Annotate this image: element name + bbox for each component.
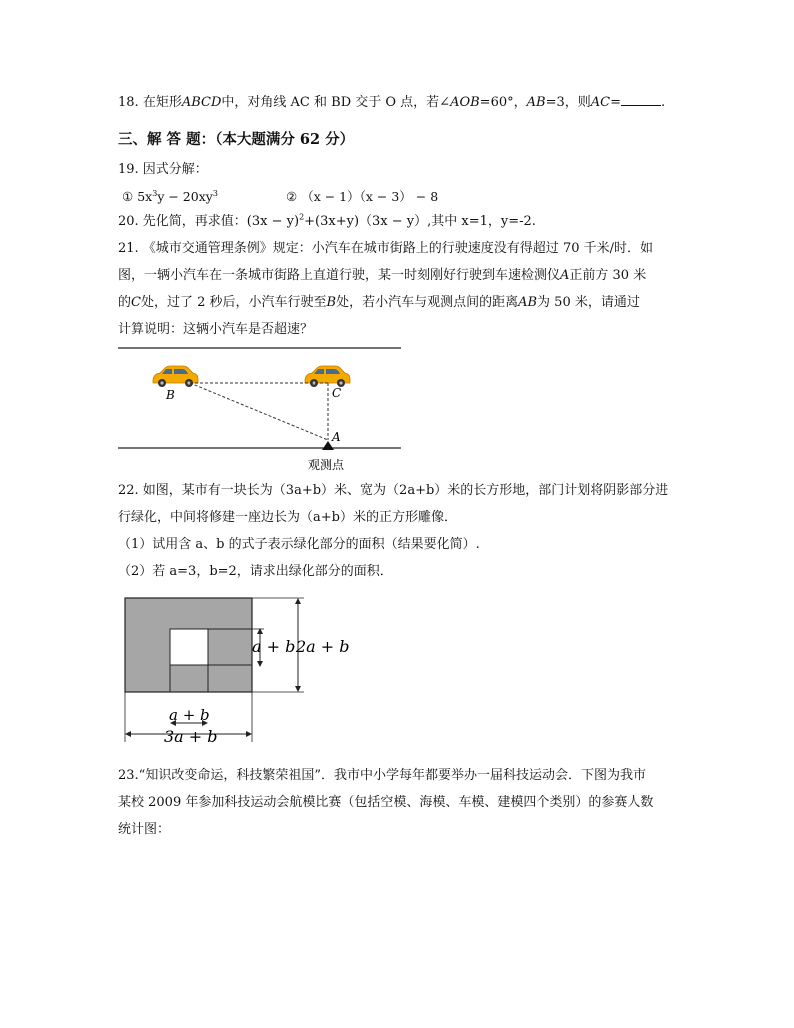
q21-l2b: A (560, 268, 570, 283)
q18-end: . (660, 95, 666, 110)
q21-l2c: 正前方 30 米 (569, 268, 647, 283)
q18-var-ac: AC (590, 95, 611, 110)
question-23-line-2: 某校 2009 年参加科技运动会航模比赛（包括空模、海模、车模、建模四个类别）的参赛人数 (118, 795, 654, 810)
q19-part-1-mark: ① (122, 189, 134, 204)
q21-l3a: 的 (118, 295, 132, 310)
q18-text-1: 在矩形 (142, 95, 182, 110)
question-22-part-1: （1）试用含 a、b 的式子表示绿化部分的面积（结果要化简）. (118, 537, 480, 552)
question-23-line-3: 统计图： (118, 822, 171, 837)
statue-square (170, 629, 208, 665)
label-a-plus-b-bottom: a + b (169, 706, 210, 724)
question-18 (118, 93, 665, 112)
segment-ba (190, 383, 328, 440)
question-21-line-4: 计算说明：这辆小汽车是否超速？ (118, 322, 314, 337)
question-19-title: 19. 因式分解： (118, 162, 208, 177)
label-c: C (332, 386, 342, 400)
question-21-line-2 (118, 267, 646, 285)
q18-number: 18. (118, 95, 139, 110)
figure-21-road-diagram (118, 343, 408, 475)
q19-part-1-exp2: 3 (212, 188, 218, 198)
label-station: 观测点 (308, 458, 345, 472)
q18-var-abcd: ABCD (181, 95, 222, 110)
q20-text-a: 20. 先化简，再求值：(3x − y) (118, 214, 300, 229)
q21-l2a: 图，一辆小汽车在一条城市街路上直道行驶，某一时刻刚好行驶到车速检测仪 (118, 268, 561, 283)
question-21-line-1: 21. 《城市交通管理条例》规定：小汽车在城市街路上的行驶速度没有得超过 70 千米/时．如 (118, 241, 653, 256)
q18-text-5: = (610, 95, 621, 110)
q19-part-1-a: 5x (137, 189, 153, 204)
q21-l3f: AB (518, 295, 538, 310)
q21-l3d: B (326, 295, 337, 310)
q19-part-2-mark: ② (286, 189, 298, 204)
q20-text-b: +(3x+y)（3x − y）,其中 x=1，y=-2. (304, 214, 536, 229)
q18-var-ab: AB (526, 95, 546, 110)
question-20 (118, 213, 536, 231)
label-2a-plus-b: 2a + b (296, 637, 350, 656)
q19-part-1-b: y − 20xy (157, 189, 213, 204)
question-22-part-2: （2）若 a=3，b=2，请求出绿化部分的面积． (118, 564, 393, 579)
answer-blank (621, 93, 661, 106)
section-3-heading: 三、解 答 题：（本大题满分 62 分） (118, 131, 355, 148)
label-a-plus-b-right: a + b (252, 637, 296, 656)
q19-part-2 (286, 188, 438, 206)
q18-text-3: =60°， (479, 95, 527, 110)
q21-l3g: 为 50 米，请通过 (537, 295, 640, 310)
question-21-line-3 (118, 294, 640, 312)
q19-part-1-exp1: 3 (152, 188, 158, 198)
q19-part-2-expr: （x − 1）（x − 3） − 8 (301, 189, 439, 204)
question-22-line-1: 22. 如图，某市有一块长为（3a+b）米、宽为（2a+b）米的长方形地，部门计划将阴影部分进 (118, 483, 669, 498)
q21-l3b: C (131, 295, 141, 310)
label-a: A (332, 430, 341, 444)
q21-l3e: 处，若小汽车与观测点间的距离 (336, 295, 519, 310)
q18-var-aob: AOB (450, 95, 480, 110)
label-3a-plus-b: 3a + b (164, 727, 218, 746)
figure-22-rectangle-diagram (118, 592, 358, 747)
question-23-line-1: 23.“知识改变命运，科技繁荣祖国”．我市中小学每年都要举办一届科技运动会．下图为我市 (118, 768, 646, 783)
label-b: B (166, 388, 175, 402)
q21-l3c: 处，过了 2 秒后，小汽车行驶至 (140, 295, 327, 310)
q18-text-4: =3，则 (545, 95, 591, 110)
question-22-line-2: 行绿化，中间将修建一座边长为（a+b）米的正方形雕像． (118, 510, 457, 525)
q18-text-2: 中，对角线 AC 和 BD 交于 O 点，若∠ (221, 95, 451, 110)
q20-exp: 2 (299, 212, 305, 222)
q19-part-1 (122, 188, 218, 206)
